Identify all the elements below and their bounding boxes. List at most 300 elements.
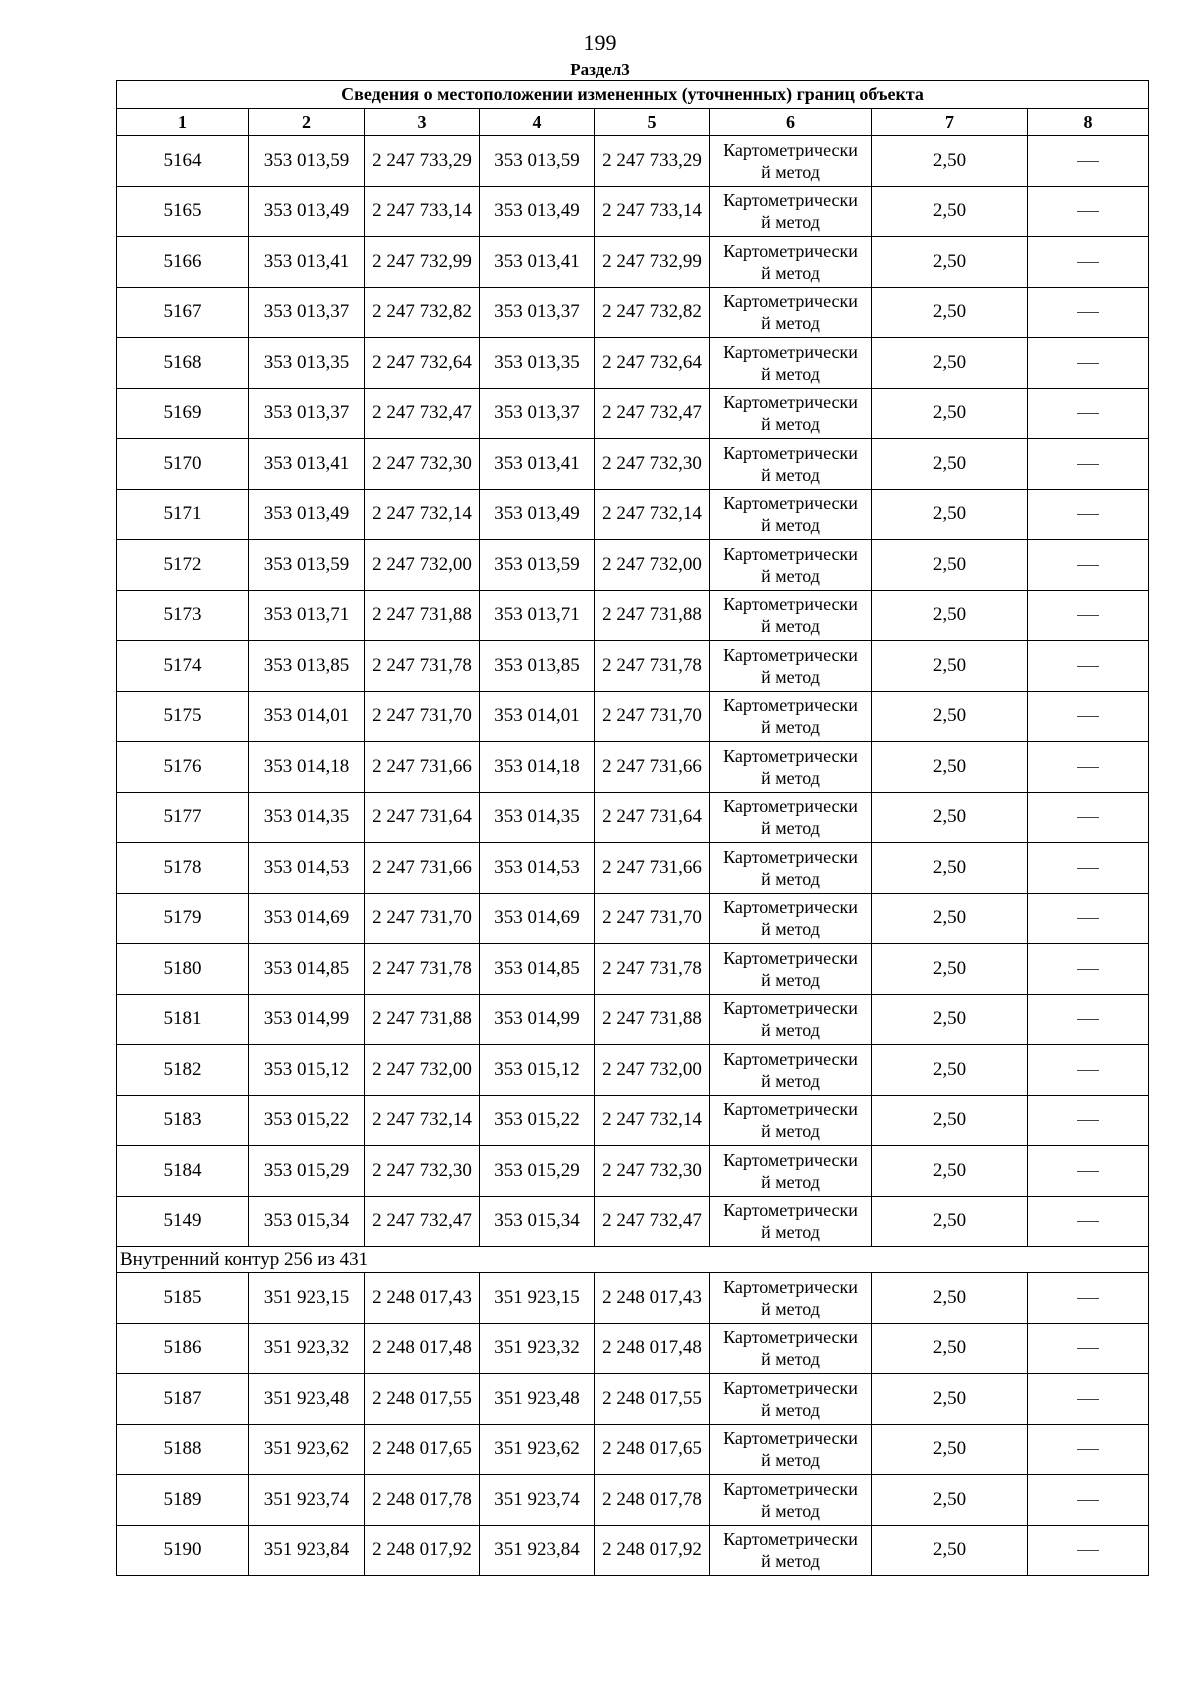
x-new-cell: 351 923,15 xyxy=(480,1273,595,1324)
method-line-2: й метод xyxy=(761,565,820,586)
point-number-cell: 5184 xyxy=(117,1146,249,1197)
x-new-cell: 351 923,48 xyxy=(480,1374,595,1425)
x-existing-cell: 353 014,53 xyxy=(249,843,365,894)
y-existing-cell: 2 247 731,88 xyxy=(365,590,480,641)
method-cell xyxy=(710,742,872,793)
x-new-cell: 353 015,34 xyxy=(480,1196,595,1247)
description-cell xyxy=(1028,1374,1149,1425)
y-new-cell: 2 247 732,30 xyxy=(595,1146,710,1197)
y-existing-cell: 2 248 017,78 xyxy=(365,1475,480,1526)
dash-mark xyxy=(1077,161,1099,162)
method-cell xyxy=(710,1146,872,1197)
table-row xyxy=(117,1095,1149,1146)
y-existing-cell: 2 247 731,66 xyxy=(365,742,480,793)
x-existing-cell: 353 015,22 xyxy=(249,1095,365,1146)
point-number-cell: 5149 xyxy=(117,1196,249,1247)
table-row xyxy=(117,186,1149,237)
dash-mark xyxy=(1077,211,1099,212)
x-new-cell: 353 013,35 xyxy=(480,338,595,389)
y-existing-cell: 2 248 017,65 xyxy=(365,1424,480,1475)
method-cell xyxy=(710,186,872,237)
y-new-cell: 2 247 731,78 xyxy=(595,641,710,692)
description-cell xyxy=(1028,994,1149,1045)
method-line-1: Картометрически xyxy=(723,695,858,716)
contour-label: Внутренний контур 256 из 431 xyxy=(117,1247,1149,1273)
y-new-cell: 2 247 732,00 xyxy=(595,540,710,591)
method-line-2: й метод xyxy=(761,161,820,182)
description-cell xyxy=(1028,287,1149,338)
accuracy-cell: 2,50 xyxy=(872,1525,1028,1576)
method-line-1: Картометрически xyxy=(723,594,858,615)
x-existing-cell: 353 013,85 xyxy=(249,641,365,692)
column-header: 7 xyxy=(872,109,1028,136)
table-row xyxy=(117,1146,1149,1197)
point-number-cell: 5188 xyxy=(117,1424,249,1475)
method-cell xyxy=(710,489,872,540)
method-cell xyxy=(710,388,872,439)
dash-mark xyxy=(1077,413,1099,414)
boundary-table xyxy=(116,80,1149,1576)
y-existing-cell: 2 247 731,78 xyxy=(365,944,480,995)
y-new-cell: 2 247 732,00 xyxy=(595,1045,710,1096)
method-line-1: Картометрически xyxy=(723,1099,858,1120)
table-row xyxy=(117,1045,1149,1096)
method-line-1: Картометрически xyxy=(723,139,858,160)
x-new-cell: 353 015,22 xyxy=(480,1095,595,1146)
y-existing-cell: 2 247 732,00 xyxy=(365,540,480,591)
point-number-cell: 5185 xyxy=(117,1273,249,1324)
description-cell xyxy=(1028,1273,1149,1324)
dash-mark xyxy=(1077,1550,1099,1551)
y-existing-cell: 2 247 731,70 xyxy=(365,893,480,944)
table-row xyxy=(117,338,1149,389)
description-cell xyxy=(1028,388,1149,439)
y-existing-cell: 2 248 017,43 xyxy=(365,1273,480,1324)
description-cell xyxy=(1028,237,1149,288)
description-cell xyxy=(1028,1196,1149,1247)
accuracy-cell: 2,50 xyxy=(872,1146,1028,1197)
x-new-cell: 353 014,69 xyxy=(480,893,595,944)
accuracy-cell: 2,50 xyxy=(872,388,1028,439)
x-new-cell: 353 013,71 xyxy=(480,590,595,641)
point-number-cell: 5189 xyxy=(117,1475,249,1526)
point-number-cell: 5170 xyxy=(117,439,249,490)
x-existing-cell: 353 013,49 xyxy=(249,489,365,540)
x-existing-cell: 353 013,71 xyxy=(249,590,365,641)
method-line-2: й метод xyxy=(761,868,820,889)
method-cell xyxy=(710,1475,872,1526)
point-number-cell: 5190 xyxy=(117,1525,249,1576)
y-new-cell: 2 247 732,64 xyxy=(595,338,710,389)
y-new-cell: 2 247 732,82 xyxy=(595,287,710,338)
x-existing-cell: 351 923,84 xyxy=(249,1525,365,1576)
y-new-cell: 2 247 731,64 xyxy=(595,792,710,843)
method-line-1: Картометрически xyxy=(723,392,858,413)
dash-mark xyxy=(1077,565,1099,566)
y-new-cell: 2 247 733,29 xyxy=(595,136,710,187)
x-new-cell: 353 013,59 xyxy=(480,540,595,591)
dash-mark xyxy=(1077,817,1099,818)
description-cell xyxy=(1028,590,1149,641)
table-row xyxy=(117,1525,1149,1576)
y-new-cell: 2 247 731,78 xyxy=(595,944,710,995)
table-row xyxy=(117,994,1149,1045)
table-row xyxy=(117,1273,1149,1324)
method-line-1: Картометрически xyxy=(723,1529,858,1550)
accuracy-cell: 2,50 xyxy=(872,439,1028,490)
method-line-1: Картометрически xyxy=(723,1377,858,1398)
contour-row xyxy=(117,1247,1149,1273)
y-new-cell: 2 247 732,14 xyxy=(595,489,710,540)
method-line-1: Картометрически xyxy=(723,947,858,968)
method-line-2: й метод xyxy=(761,1121,820,1142)
method-line-1: Картометрически xyxy=(723,1048,858,1069)
y-existing-cell: 2 247 732,30 xyxy=(365,1146,480,1197)
point-number-cell: 5174 xyxy=(117,641,249,692)
method-line-2: й метод xyxy=(761,818,820,839)
table-row xyxy=(117,792,1149,843)
accuracy-cell: 2,50 xyxy=(872,1273,1028,1324)
x-new-cell: 351 923,32 xyxy=(480,1323,595,1374)
description-cell xyxy=(1028,893,1149,944)
description-cell xyxy=(1028,843,1149,894)
y-new-cell: 2 247 731,70 xyxy=(595,691,710,742)
y-existing-cell: 2 247 732,47 xyxy=(365,1196,480,1247)
method-line-2: й метод xyxy=(761,717,820,738)
table-row xyxy=(117,944,1149,995)
point-number-cell: 5166 xyxy=(117,237,249,288)
dash-mark xyxy=(1077,1348,1099,1349)
x-new-cell: 353 013,59 xyxy=(480,136,595,187)
accuracy-cell: 2,50 xyxy=(872,489,1028,540)
x-existing-cell: 353 013,49 xyxy=(249,186,365,237)
method-cell xyxy=(710,1045,872,1096)
description-cell xyxy=(1028,641,1149,692)
dash-mark xyxy=(1077,1070,1099,1071)
x-new-cell: 353 013,37 xyxy=(480,287,595,338)
method-line-1: Картометрически xyxy=(723,1327,858,1348)
table-row xyxy=(117,641,1149,692)
method-line-1: Картометрически xyxy=(723,1149,858,1170)
description-cell xyxy=(1028,1095,1149,1146)
dash-mark xyxy=(1077,1298,1099,1299)
y-existing-cell: 2 247 732,99 xyxy=(365,237,480,288)
method-cell xyxy=(710,641,872,692)
method-line-1: Картометрически xyxy=(723,745,858,766)
accuracy-cell: 2,50 xyxy=(872,1045,1028,1096)
x-existing-cell: 353 014,18 xyxy=(249,742,365,793)
accuracy-cell: 2,50 xyxy=(872,540,1028,591)
method-cell xyxy=(710,540,872,591)
method-line-1: Картометрически xyxy=(723,291,858,312)
accuracy-cell: 2,50 xyxy=(872,641,1028,692)
y-existing-cell: 2 247 732,14 xyxy=(365,1095,480,1146)
table-row xyxy=(117,287,1149,338)
dash-mark xyxy=(1077,716,1099,717)
x-new-cell: 353 014,53 xyxy=(480,843,595,894)
point-number-cell: 5180 xyxy=(117,944,249,995)
point-number-cell: 5179 xyxy=(117,893,249,944)
accuracy-cell: 2,50 xyxy=(872,691,1028,742)
point-number-cell: 5175 xyxy=(117,691,249,742)
point-number-cell: 5182 xyxy=(117,1045,249,1096)
dash-mark xyxy=(1077,918,1099,919)
description-cell xyxy=(1028,1475,1149,1526)
dash-mark xyxy=(1077,615,1099,616)
x-new-cell: 353 014,18 xyxy=(480,742,595,793)
accuracy-cell: 2,50 xyxy=(872,843,1028,894)
dash-mark xyxy=(1077,464,1099,465)
y-existing-cell: 2 248 017,92 xyxy=(365,1525,480,1576)
y-new-cell: 2 248 017,78 xyxy=(595,1475,710,1526)
x-existing-cell: 353 013,37 xyxy=(249,287,365,338)
table-row xyxy=(117,1323,1149,1374)
method-line-2: й метод xyxy=(761,212,820,233)
method-line-1: Картометрически xyxy=(723,1428,858,1449)
y-new-cell: 2 247 732,30 xyxy=(595,439,710,490)
method-cell xyxy=(710,1323,872,1374)
description-cell xyxy=(1028,1525,1149,1576)
x-existing-cell: 351 923,62 xyxy=(249,1424,365,1475)
point-number-cell: 5177 xyxy=(117,792,249,843)
x-existing-cell: 353 014,99 xyxy=(249,994,365,1045)
method-cell xyxy=(710,136,872,187)
table-row xyxy=(117,742,1149,793)
method-line-2: й метод xyxy=(761,1349,820,1370)
point-number-cell: 5168 xyxy=(117,338,249,389)
point-number-cell: 5167 xyxy=(117,287,249,338)
method-line-1: Картометрически xyxy=(723,341,858,362)
y-new-cell: 2 247 731,66 xyxy=(595,742,710,793)
y-new-cell: 2 248 017,55 xyxy=(595,1374,710,1425)
x-new-cell: 353 014,99 xyxy=(480,994,595,1045)
method-line-2: й метод xyxy=(761,767,820,788)
x-existing-cell: 353 015,12 xyxy=(249,1045,365,1096)
accuracy-cell: 2,50 xyxy=(872,186,1028,237)
table-row xyxy=(117,843,1149,894)
table-row xyxy=(117,1374,1149,1425)
x-existing-cell: 353 013,59 xyxy=(249,540,365,591)
y-existing-cell: 2 247 731,78 xyxy=(365,641,480,692)
table-row xyxy=(117,1196,1149,1247)
description-cell xyxy=(1028,1323,1149,1374)
accuracy-cell: 2,50 xyxy=(872,136,1028,187)
point-number-cell: 5165 xyxy=(117,186,249,237)
point-number-cell: 5164 xyxy=(117,136,249,187)
table-row xyxy=(117,691,1149,742)
description-cell xyxy=(1028,439,1149,490)
accuracy-cell: 2,50 xyxy=(872,893,1028,944)
description-cell xyxy=(1028,540,1149,591)
method-cell xyxy=(710,439,872,490)
column-header: 8 xyxy=(1028,109,1149,136)
description-cell xyxy=(1028,1045,1149,1096)
table-row xyxy=(117,439,1149,490)
description-cell xyxy=(1028,1424,1149,1475)
dash-mark xyxy=(1077,262,1099,263)
x-new-cell: 351 923,74 xyxy=(480,1475,595,1526)
section-label: Раздел3 xyxy=(570,60,630,79)
method-cell xyxy=(710,994,872,1045)
x-new-cell: 353 013,49 xyxy=(480,489,595,540)
accuracy-cell: 2,50 xyxy=(872,338,1028,389)
x-existing-cell: 353 013,37 xyxy=(249,388,365,439)
method-line-2: й метод xyxy=(761,515,820,536)
y-existing-cell: 2 247 732,14 xyxy=(365,489,480,540)
y-new-cell: 2 247 731,70 xyxy=(595,893,710,944)
method-line-2: й метод xyxy=(761,666,820,687)
dash-mark xyxy=(1077,1399,1099,1400)
method-line-1: Картометрически xyxy=(723,897,858,918)
accuracy-cell: 2,50 xyxy=(872,792,1028,843)
method-line-2: й метод xyxy=(761,1171,820,1192)
dash-mark xyxy=(1077,1449,1099,1450)
method-line-2: й метод xyxy=(761,1298,820,1319)
accuracy-cell: 2,50 xyxy=(872,994,1028,1045)
method-line-1: Картометрически xyxy=(723,442,858,463)
dash-mark xyxy=(1077,666,1099,667)
x-existing-cell: 353 015,34 xyxy=(249,1196,365,1247)
y-new-cell: 2 247 732,47 xyxy=(595,1196,710,1247)
description-cell xyxy=(1028,338,1149,389)
x-existing-cell: 351 923,74 xyxy=(249,1475,365,1526)
table-row xyxy=(117,388,1149,439)
method-line-2: й метод xyxy=(761,262,820,283)
x-new-cell: 353 014,85 xyxy=(480,944,595,995)
method-line-1: Картометрически xyxy=(723,543,858,564)
description-cell xyxy=(1028,944,1149,995)
method-line-2: й метод xyxy=(761,1070,820,1091)
column-header: 2 xyxy=(249,109,365,136)
x-existing-cell: 353 013,35 xyxy=(249,338,365,389)
point-number-cell: 5173 xyxy=(117,590,249,641)
method-cell xyxy=(710,1095,872,1146)
x-new-cell: 353 013,37 xyxy=(480,388,595,439)
accuracy-cell: 2,50 xyxy=(872,1095,1028,1146)
method-line-2: й метод xyxy=(761,464,820,485)
description-cell xyxy=(1028,186,1149,237)
y-existing-cell: 2 247 731,88 xyxy=(365,994,480,1045)
column-header: 1 xyxy=(117,109,249,136)
point-number-cell: 5172 xyxy=(117,540,249,591)
dash-mark xyxy=(1077,363,1099,364)
accuracy-cell: 2,50 xyxy=(872,287,1028,338)
method-line-2: й метод xyxy=(761,969,820,990)
x-existing-cell: 353 013,41 xyxy=(249,439,365,490)
method-cell xyxy=(710,1424,872,1475)
y-existing-cell: 2 248 017,55 xyxy=(365,1374,480,1425)
method-cell xyxy=(710,237,872,288)
method-line-2: й метод xyxy=(761,1020,820,1041)
x-new-cell: 351 923,84 xyxy=(480,1525,595,1576)
table-row xyxy=(117,1424,1149,1475)
y-existing-cell: 2 247 733,14 xyxy=(365,186,480,237)
y-existing-cell: 2 247 732,47 xyxy=(365,388,480,439)
dash-mark xyxy=(1077,1019,1099,1020)
y-new-cell: 2 247 733,14 xyxy=(595,186,710,237)
method-line-2: й метод xyxy=(761,363,820,384)
table-row xyxy=(117,237,1149,288)
method-cell xyxy=(710,1273,872,1324)
table-row xyxy=(117,893,1149,944)
method-line-1: Картометрически xyxy=(723,1276,858,1297)
dash-mark xyxy=(1077,969,1099,970)
method-cell xyxy=(710,1374,872,1425)
accuracy-cell: 2,50 xyxy=(872,1475,1028,1526)
table-row xyxy=(117,540,1149,591)
method-line-2: й метод xyxy=(761,313,820,334)
table-row xyxy=(117,590,1149,641)
accuracy-cell: 2,50 xyxy=(872,1374,1028,1425)
dash-mark xyxy=(1077,312,1099,313)
method-cell xyxy=(710,843,872,894)
x-new-cell: 353 013,41 xyxy=(480,237,595,288)
x-new-cell: 353 015,12 xyxy=(480,1045,595,1096)
x-new-cell: 353 014,01 xyxy=(480,691,595,742)
table-row xyxy=(117,136,1149,187)
column-header: 6 xyxy=(710,109,872,136)
description-cell xyxy=(1028,742,1149,793)
x-existing-cell: 353 013,41 xyxy=(249,237,365,288)
point-number-cell: 5178 xyxy=(117,843,249,894)
method-line-2: й метод xyxy=(761,616,820,637)
x-new-cell: 353 013,41 xyxy=(480,439,595,490)
accuracy-cell: 2,50 xyxy=(872,1196,1028,1247)
point-number-cell: 5181 xyxy=(117,994,249,1045)
y-new-cell: 2 247 732,47 xyxy=(595,388,710,439)
method-line-1: Картометрически xyxy=(723,493,858,514)
column-header: 5 xyxy=(595,109,710,136)
description-cell xyxy=(1028,489,1149,540)
description-cell xyxy=(1028,136,1149,187)
x-new-cell: 353 015,29 xyxy=(480,1146,595,1197)
page-number: 199 xyxy=(583,30,617,55)
dash-mark xyxy=(1077,1500,1099,1501)
method-line-1: Картометрически xyxy=(723,190,858,211)
dash-mark xyxy=(1077,868,1099,869)
method-line-2: й метод xyxy=(761,414,820,435)
x-existing-cell: 353 014,85 xyxy=(249,944,365,995)
y-new-cell: 2 247 732,14 xyxy=(595,1095,710,1146)
method-line-1: Картометрически xyxy=(723,846,858,867)
method-cell xyxy=(710,944,872,995)
point-number-cell: 5187 xyxy=(117,1374,249,1425)
accuracy-cell: 2,50 xyxy=(872,742,1028,793)
table-row xyxy=(117,489,1149,540)
dash-mark xyxy=(1077,514,1099,515)
method-line-1: Картометрически xyxy=(723,240,858,261)
x-existing-cell: 353 014,69 xyxy=(249,893,365,944)
y-existing-cell: 2 248 017,48 xyxy=(365,1323,480,1374)
method-line-2: й метод xyxy=(761,1450,820,1471)
method-line-2: й метод xyxy=(761,1500,820,1521)
y-new-cell: 2 247 731,88 xyxy=(595,994,710,1045)
method-line-1: Картометрически xyxy=(723,644,858,665)
x-existing-cell: 351 923,32 xyxy=(249,1323,365,1374)
method-cell xyxy=(710,1525,872,1576)
y-new-cell: 2 247 732,99 xyxy=(595,237,710,288)
method-cell xyxy=(710,893,872,944)
accuracy-cell: 2,50 xyxy=(872,590,1028,641)
method-cell xyxy=(710,287,872,338)
method-line-1: Картометрически xyxy=(723,1478,858,1499)
table-caption-row xyxy=(117,81,1149,109)
method-line-2: й метод xyxy=(761,919,820,940)
y-existing-cell: 2 247 733,29 xyxy=(365,136,480,187)
description-cell xyxy=(1028,792,1149,843)
y-existing-cell: 2 247 732,30 xyxy=(365,439,480,490)
point-number-cell: 5169 xyxy=(117,388,249,439)
